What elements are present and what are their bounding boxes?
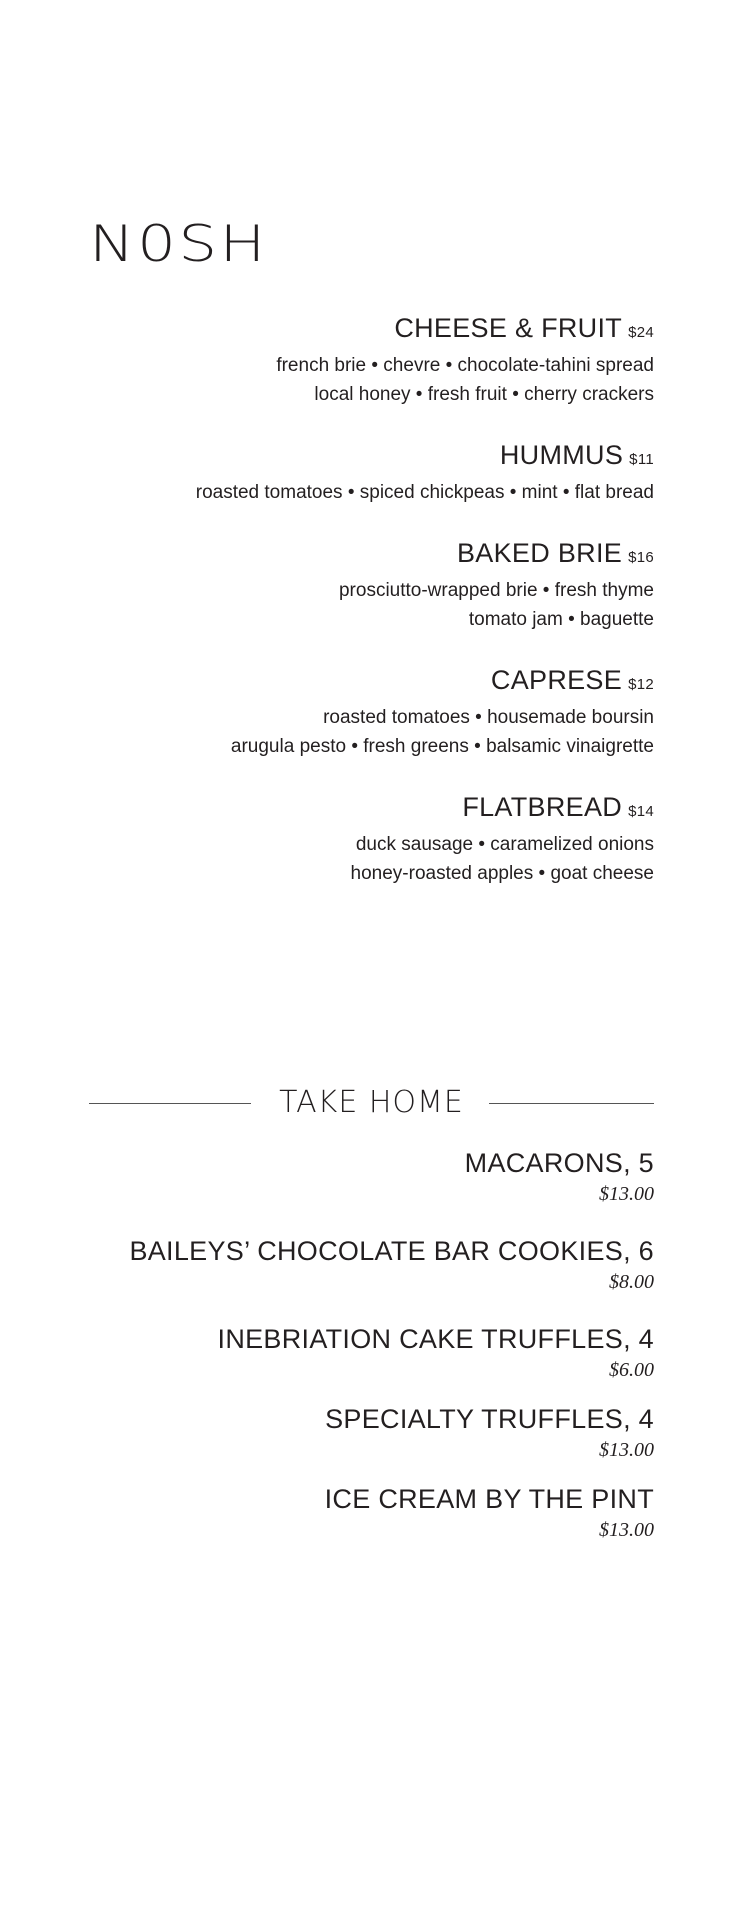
take-home-item-price: $13.00 <box>599 1183 654 1205</box>
menu-item-name: CHEESE & FRUIT <box>394 313 623 343</box>
menu-item-description: honey-roasted apples • goat cheese <box>350 863 654 884</box>
take-home-item-name: INEBRIATION CAKE TRUFFLES, 4 <box>217 1324 654 1354</box>
take-home-item-price: $8.00 <box>609 1271 654 1293</box>
menu-item-caprese <box>34 662 654 761</box>
menu-item-description: tomato jam • baguette <box>468 609 654 630</box>
take-home-item-price: $6.00 <box>609 1359 654 1381</box>
menu-item-heading <box>34 310 654 351</box>
menu-item-description: roasted tomatoes • housemade boursin <box>323 707 654 728</box>
menu-item-cheese-fruit <box>34 310 654 409</box>
menu-item-flatbread <box>34 789 654 888</box>
take-home-title: TAKE HOME <box>279 1085 464 1120</box>
menu-item-heading <box>34 535 654 576</box>
take-home-item-name: MACARONS, 5 <box>464 1148 654 1178</box>
menu-item-price: $14 <box>628 803 654 820</box>
take-home-item <box>34 1321 654 1383</box>
take-home-item-name: SPECIALTY TRUFFLES, 4 <box>325 1404 654 1434</box>
take-home-item-price: $13.00 <box>599 1519 654 1541</box>
take-home-item <box>34 1401 654 1463</box>
take-home-header <box>89 1080 654 1126</box>
menu-item-price: $11 <box>629 451 654 468</box>
menu-item-name: HUMMUS <box>499 440 624 470</box>
menu-item-description: roasted tomatoes • spiced chickpeas • mint • flat bread <box>195 482 654 503</box>
take-home-item-name: ICE CREAM BY THE PINT <box>324 1484 654 1514</box>
nosh-logo: N0SH <box>89 215 268 273</box>
nosh-menu-section <box>34 310 654 916</box>
menu-item-baked-brie <box>34 535 654 634</box>
menu-item-heading <box>34 437 654 478</box>
take-home-item <box>34 1145 654 1207</box>
take-home-item <box>34 1481 654 1543</box>
take-home-item <box>34 1233 654 1295</box>
menu-item-name: FLATBREAD <box>462 792 623 822</box>
take-home-list <box>34 1145 654 1561</box>
divider-rule-right <box>489 1103 654 1104</box>
menu-item-price: $12 <box>628 676 654 693</box>
menu-item-price: $24 <box>628 324 654 341</box>
menu-item-description: duck sausage • caramelized onions <box>355 834 654 855</box>
take-home-item-price: $13.00 <box>599 1439 654 1461</box>
menu-item-description: french brie • chevre • chocolate-tahini spread <box>276 355 654 376</box>
menu-item-description: local honey • fresh fruit • cherry crackers <box>314 384 654 405</box>
menu-item-description: arugula pesto • fresh greens • balsamic vinaigrette <box>230 736 654 757</box>
menu-item-name: BAKED BRIE <box>457 538 623 568</box>
menu-item-heading <box>34 662 654 703</box>
menu-item-description: prosciutto-wrapped brie • fresh thyme <box>338 580 654 601</box>
menu-item-heading <box>34 789 654 830</box>
menu-item-hummus <box>34 437 654 507</box>
menu-item-name: CAPRESE <box>490 665 623 695</box>
menu-item-price: $16 <box>628 549 654 566</box>
take-home-item-name: BAILEYS’ CHOCOLATE BAR COOKIES, 6 <box>129 1236 654 1266</box>
